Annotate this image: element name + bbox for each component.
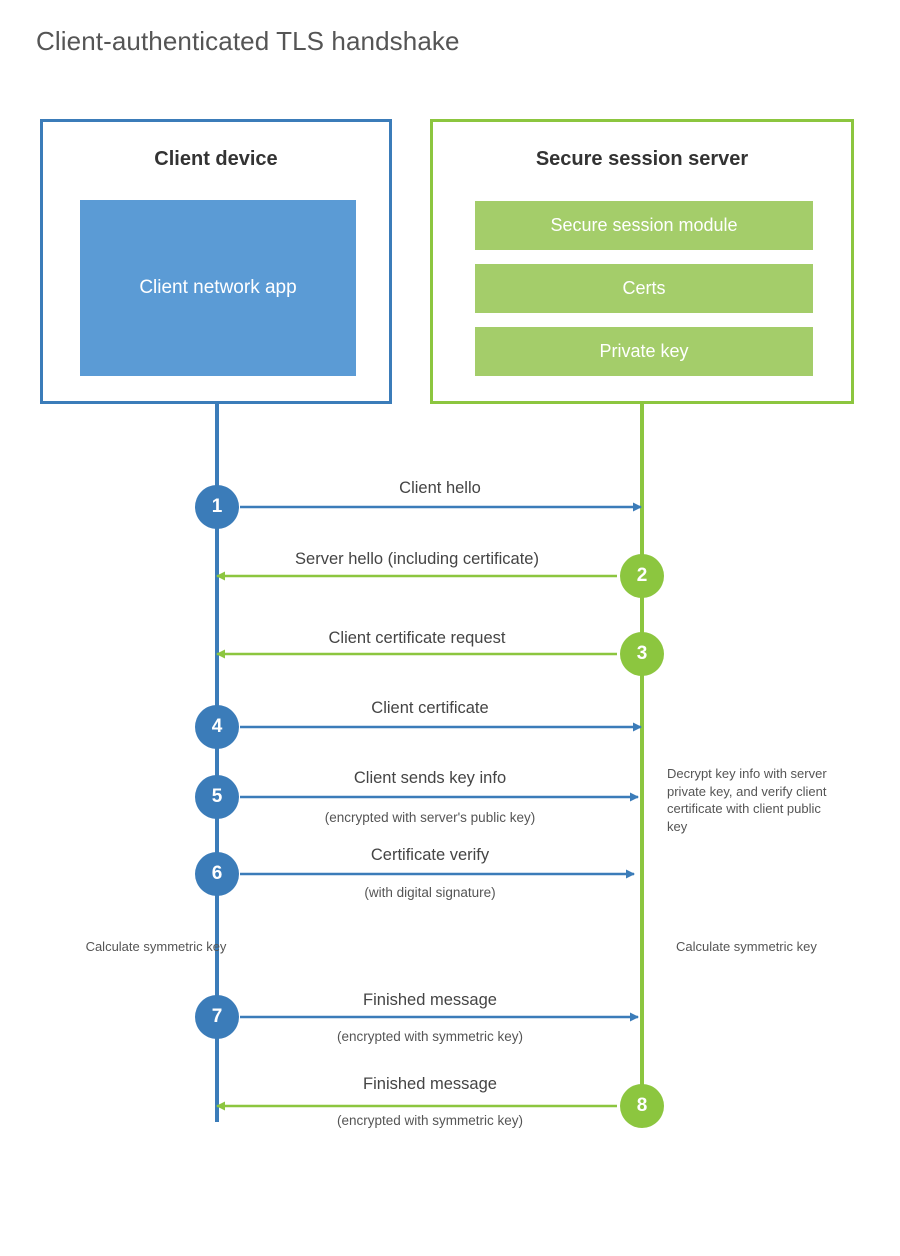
- step-marker-1: 1: [195, 485, 239, 529]
- client-device-box: [40, 119, 392, 404]
- message-label-4: Client certificate: [371, 699, 489, 717]
- secure-session-server-box: [430, 119, 854, 404]
- step-marker-2: 2: [620, 554, 664, 598]
- message-sublabel-5: (encrypted with server's public key): [324, 810, 536, 825]
- client-network-app-block: Client network app: [80, 200, 356, 376]
- message-label-6: Certificate verify: [370, 846, 490, 864]
- note-client-calculate-symmetric-key: Calculate symmetric key: [85, 939, 227, 954]
- page-title: Client-authenticated TLS handshake: [36, 26, 460, 56]
- step-marker-8: 8: [620, 1084, 664, 1128]
- message-label-8: Finished message: [363, 1075, 497, 1093]
- client-device-title: Client device: [154, 148, 278, 170]
- message-label-2: Server hello (including certificate): [295, 550, 539, 568]
- step-marker-3: 3: [620, 632, 664, 676]
- note-server-calculate-symmetric-key: Calculate symmetric key: [676, 939, 817, 954]
- server-component-private-key: Private key: [475, 327, 813, 376]
- message-sublabel-6: (with digital signature): [364, 885, 496, 900]
- message-sublabel-7: (encrypted with symmetric key): [336, 1029, 524, 1044]
- server-lifeline: [640, 404, 644, 1106]
- message-label-7: Finished message: [363, 991, 497, 1009]
- step-marker-6: 6: [195, 852, 239, 896]
- secure-session-server-title: Secure session server: [535, 148, 749, 170]
- note-server-decrypt: Decrypt key info with server private key, and verify client certificate with client public key: [667, 766, 827, 834]
- message-label-5: Client sends key info: [353, 769, 507, 787]
- step-marker-5: 5: [195, 775, 239, 819]
- message-sublabel-8: (encrypted with symmetric key): [336, 1113, 524, 1128]
- step-marker-7: 7: [195, 995, 239, 1039]
- server-component-secure-session-module: Secure session module: [475, 201, 813, 250]
- server-component-certs: Certs: [475, 264, 813, 313]
- message-label-3: Client certificate request: [328, 629, 506, 647]
- message-label-1: Client hello: [399, 479, 481, 497]
- step-marker-4: 4: [195, 705, 239, 749]
